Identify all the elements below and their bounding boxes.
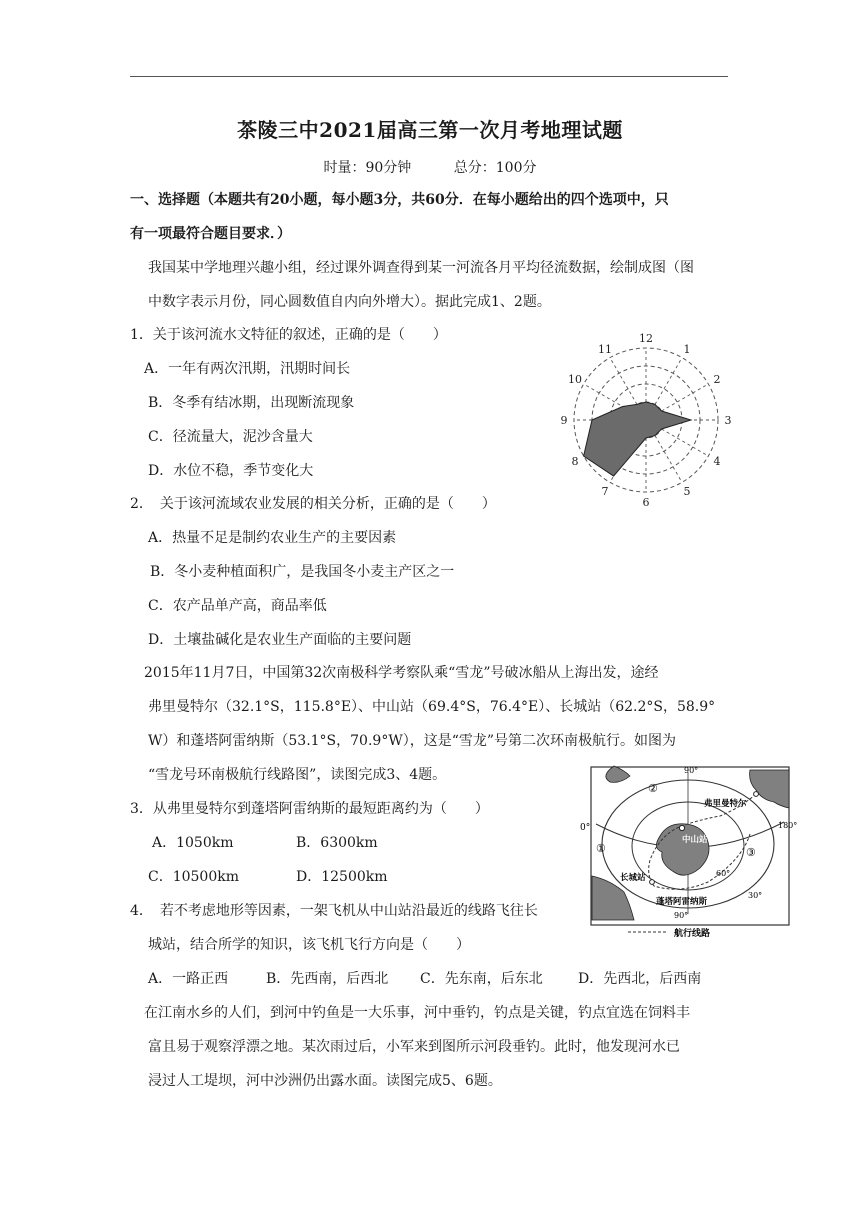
intro3-line1: 在江南水乡的人们，到河中钓鱼是一大乐事，河中垂钓，钓点是关键，钓点宜选在饲料丰 <box>144 1005 690 1021</box>
q3-option-c: C．10500km <box>148 869 240 885</box>
q3-option-b: B．6300km <box>296 835 378 851</box>
punta-label: 蓬塔阿雷纳斯 <box>656 897 708 907</box>
q4-option-d: D．先西北，后西南 <box>578 971 702 987</box>
map-top-label: 90° <box>684 766 699 775</box>
q1-option-b: B．冬季有结冰期，出现断流现象 <box>148 395 355 411</box>
map-left-label: 0° <box>580 823 591 833</box>
page-title: 茶陵三中2021届高三第一次月考地理试题 <box>237 118 623 142</box>
q2-option-c: C．农产品单产高，商品率低 <box>148 598 327 614</box>
intro2-line3: W）和蓬塔阿雷纳斯（53.1°S，70.9°W），这是“雪龙”号第二次环南极航行。如图为 <box>148 733 677 749</box>
legend-label: 航行线路 <box>674 929 711 939</box>
zhongshan-marker <box>679 825 684 830</box>
fremantle-label: 弗里曼特尔 <box>704 799 747 809</box>
header-rule <box>130 76 728 77</box>
changcheng-marker <box>650 880 655 885</box>
zhongshan-label: 中山站 <box>682 835 708 845</box>
month-label: 9 <box>560 414 568 427</box>
month-label: 2 <box>713 373 721 386</box>
map-lat30-label: 30° <box>748 891 763 900</box>
q1-stem: 1．关于该河流水文特征的叙述，正确的是（ ） <box>130 327 447 343</box>
q4-stem-line1: 4． 若不考虑地形等因素，一架飞机从中山站沿最近的线路飞往长 <box>130 903 538 919</box>
region-1-label: ① <box>596 842 606 855</box>
q3-option-d: D．12500km <box>296 869 388 885</box>
map-bottom-label: 90° <box>674 911 689 920</box>
fremantle-marker <box>754 792 759 797</box>
runoff-polygon <box>584 402 691 476</box>
q4-stem-line2: 城站，结合所学的知识，该飞机飞行方向是（ ） <box>148 937 470 953</box>
month-label: 3 <box>724 414 732 427</box>
month-label: 1 <box>683 342 691 356</box>
exam-total-score: 总分：100分 <box>453 160 537 176</box>
q4-option-b: B．先西南，后西北 <box>266 971 389 987</box>
q1-option-d: D．水位不稳，季节变化大 <box>148 463 314 479</box>
map-lat60-label: 60° <box>716 869 731 878</box>
month-label: 10 <box>567 373 582 386</box>
intro1-line1: 我国某中学地理兴趣小组，经过课外调查得到某一河流各月平均径流数据，绘制成图（图 <box>148 260 694 276</box>
q1-option-a: A．一年有两次汛期，汛期时间长 <box>144 361 351 377</box>
antarctic-route-map <box>580 764 800 942</box>
q3-option-a: A．1050km <box>152 835 234 851</box>
changcheng-label: 长城站 <box>620 873 646 883</box>
month-label: 5 <box>683 485 691 499</box>
month-label: 12 <box>639 332 653 345</box>
map-right-label: 180° <box>778 821 798 830</box>
month-label: 4 <box>713 455 721 468</box>
intro2-line2: 弗里曼特尔（32.1°S，115.8°E）、中山站（69.4°S，76.4°E）、长城站（62.2°S，58.9° <box>148 699 716 715</box>
section-heading-line2: 有一项最符合题目要求．） <box>130 226 291 242</box>
q4-option-c: C．先东南，后东北 <box>420 971 543 987</box>
exam-info <box>0 157 860 177</box>
q2-stem: 2． 关于该河流域农业发展的相关分析，正确的是（ ） <box>130 496 496 512</box>
q2-option-a: A．热量不足是制约农业生产的主要因素 <box>148 530 397 546</box>
month-label: 8 <box>571 455 579 468</box>
intro1-line2: 中数字表示月份，同心圆数值自内向外增大）。据此完成1、2题。 <box>148 294 551 310</box>
q2-option-b: B．冬小麦种植面积广，是我国冬小麦主产区之一 <box>150 564 455 580</box>
intro2-line1: 2015年11月7日，中国第32次南极科学考察队乘“雪龙”号破冰船从上海出发，途经 <box>144 665 659 681</box>
intro3-line3: 浸过人工堤坝，河中沙洲仍出露水面。读图完成5、6题。 <box>148 1073 502 1089</box>
q2-option-d: D．土壤盐碱化是农业生产面临的主要问题 <box>148 632 412 648</box>
region-3-label: ③ <box>746 846 756 859</box>
intro2-line4: “雪龙号环南极航行线路图”，读图完成3、4题。 <box>148 767 447 783</box>
month-label: 7 <box>601 485 609 499</box>
q1-option-c: C．径流量大，泥沙含量大 <box>148 429 313 445</box>
region-2-label: ② <box>648 782 658 795</box>
runoff-radar-figure <box>548 322 744 518</box>
q3-stem: 3．从弗里曼特尔到蓬塔阿雷纳斯的最短距离约为（ ） <box>130 801 489 817</box>
month-label: 11 <box>598 342 612 356</box>
section-heading-line1: 一、选择题（本题共有20小题，每小题3分，共60分．在每小题给出的四个选项中，只 <box>130 192 669 208</box>
exam-time: 时量：90分钟 <box>323 160 412 176</box>
intro3-line2: 富且易于观察浮漂之地。某次雨过后，小军来到图所示河段垂钓。此时，他发现河水已 <box>148 1039 680 1055</box>
q4-option-a: A．一路正西 <box>148 971 229 987</box>
month-label: 6 <box>642 496 650 509</box>
